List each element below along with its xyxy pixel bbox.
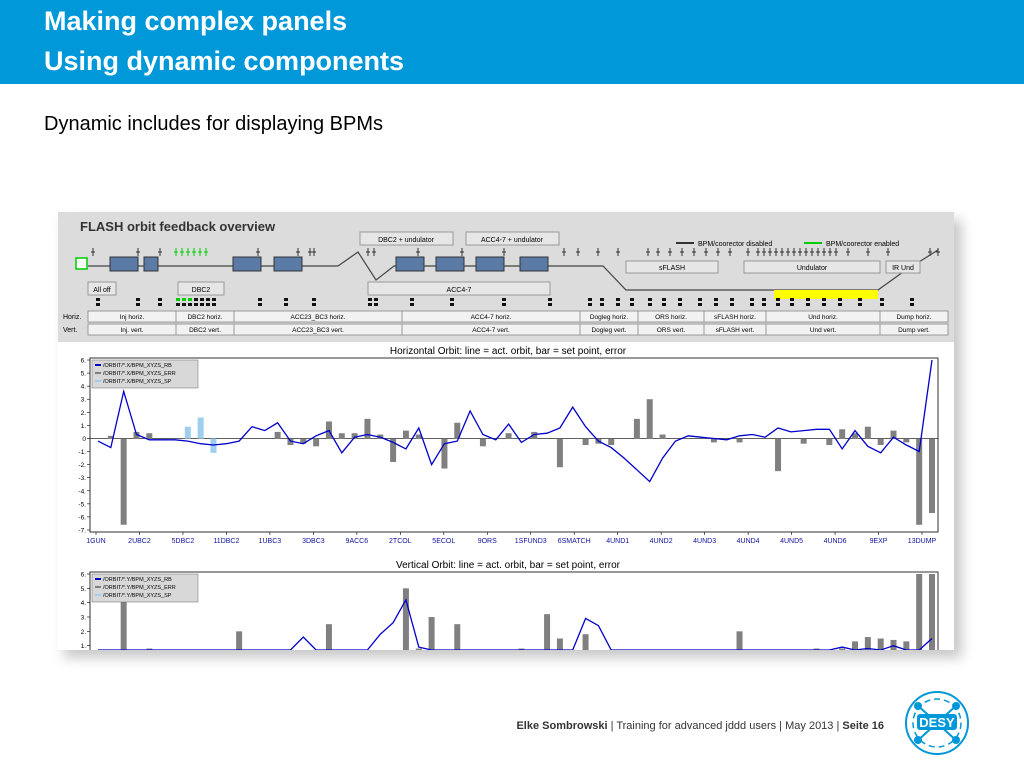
vert-button-1[interactable]: [176, 324, 234, 335]
horiz-button-8[interactable]: [880, 311, 948, 322]
horiz-button-6[interactable]: [704, 311, 766, 322]
corrector-status-dot: [182, 303, 186, 306]
error-bar: [737, 631, 743, 650]
cavity-module: [110, 257, 138, 271]
horiz-button-label: Dogleg horiz.: [589, 314, 629, 321]
chart-legend: [92, 574, 198, 602]
y-tick-label: 2.: [80, 409, 86, 417]
vert-row-label: Vert.: [63, 327, 78, 334]
bpm-status-dot: [284, 298, 288, 301]
horiz-button-label: Dump horiz.: [896, 314, 932, 321]
bpm-status-dot: [450, 298, 454, 301]
bpm-status-dot: [910, 298, 914, 301]
legend-entry: /ORBIT/*.Y/BPM_XYZS_SP: [103, 593, 172, 599]
x-tick-label: 5ECOL: [432, 538, 456, 545]
bpm-status-dot: [588, 298, 592, 301]
cavity-module: [476, 257, 504, 271]
vert-button-2[interactable]: [234, 324, 402, 335]
vert-button-label: ORS vert.: [656, 327, 686, 334]
dbc2-button-label: DBC2: [191, 287, 211, 294]
bpm-status-dot: [838, 298, 842, 301]
error-bar: [121, 438, 127, 524]
x-tick-label: 4UND3: [693, 538, 717, 545]
orbit-feedback-panel: [58, 212, 954, 650]
vertical-plot-frame: [90, 572, 938, 650]
corrector-status-dot: [200, 303, 204, 306]
setpoint-bar: [198, 418, 204, 439]
machine-label-ir-und-text: IR Und: [892, 265, 914, 272]
section-button-acc47-undulator-label: ACC4-7 + undulator: [480, 237, 544, 244]
x-tick-label: 13DUMP: [907, 538, 937, 545]
bpm-status-dot: [616, 298, 620, 301]
vert-button-label: sFLASH vert.: [715, 327, 755, 334]
y-tick-label: 1.: [80, 422, 86, 430]
footer-author: Elke Sombrowski: [516, 720, 608, 732]
corrector-status-dot: [188, 303, 192, 306]
x-tick-label: 2UBC2: [128, 538, 151, 545]
vert-button-label: Und vert.: [809, 327, 837, 334]
bpm-status-dot: [648, 298, 652, 301]
horiz-button-label: Und horiz.: [808, 314, 838, 321]
vert-button-label: ACC4-7 vert.: [472, 327, 510, 334]
bpm-status-dot: [368, 298, 372, 301]
x-tick-label: 1UBC3: [258, 538, 282, 545]
error-bar: [826, 438, 832, 445]
corrector-status-dot: [600, 303, 604, 306]
machine-label-undulator[interactable]: [744, 261, 880, 273]
x-tick-label: 6SMATCH: [557, 538, 591, 545]
machine-label-sflash[interactable]: [626, 261, 718, 273]
bpm-status-dot: [698, 298, 702, 301]
bpm-status-dot: [188, 298, 192, 301]
cavity-module: [274, 257, 302, 271]
error-bar: [865, 427, 871, 439]
bpm-status-dot: [750, 298, 754, 301]
horiz-button-3[interactable]: [402, 311, 580, 322]
error-bar: [313, 438, 319, 446]
horiz-row-label: Horiz.: [63, 314, 82, 321]
y-tick-label: 0: [82, 435, 86, 443]
dbc2-button[interactable]: [178, 282, 224, 295]
section-button-acc47-undulator[interactable]: [466, 232, 559, 245]
horiz-button-4[interactable]: [580, 311, 638, 322]
error-bar: [608, 438, 614, 445]
corrector-status-dot: [698, 303, 702, 306]
legend-enabled-label: BPM/coorector enabled: [826, 241, 900, 248]
panel-title: FLASH orbit feedback overview: [80, 219, 276, 234]
corrector-status-dot: [548, 303, 552, 306]
error-bar: [146, 433, 152, 438]
vert-button-3[interactable]: [402, 324, 580, 335]
x-tick-label: 3DBC3: [302, 538, 325, 545]
horizontal-chart-title: Horizontal Orbit: line = act. orbit, bar = set point, error: [389, 346, 627, 357]
corrector-status-dot: [678, 303, 682, 306]
bpm-status-dot: [630, 298, 634, 301]
bpm-status-dot: [136, 298, 140, 301]
error-bar: [275, 432, 281, 439]
y-tick-label: -2.: [78, 462, 86, 470]
error-bar: [801, 438, 807, 443]
error-bar: [557, 639, 563, 651]
corrector-status-dot: [212, 303, 216, 306]
error-bar: [454, 624, 460, 650]
acc47-button-label: ACC4-7: [446, 287, 472, 294]
all-off-button-label: All off: [93, 287, 111, 294]
error-bar: [852, 641, 858, 650]
bpm-status-dot: [790, 298, 794, 301]
undulator-selection-highlight: [774, 290, 878, 299]
cavity-module: [396, 257, 424, 271]
corrector-status-dot: [502, 303, 506, 306]
corrector-status-dot: [136, 303, 140, 306]
x-tick-label: 11DBC2: [213, 538, 240, 545]
bpm-status-dot: [880, 298, 884, 301]
error-bar: [403, 588, 409, 650]
vert-button-8[interactable]: [880, 324, 948, 335]
corrector-status-dot: [714, 303, 718, 306]
horizontal-orbit-chart: [78, 346, 938, 545]
y-tick-label: 3.: [80, 614, 86, 622]
legend-disabled-label: BPM/coorector disabled: [698, 241, 773, 248]
error-bar: [634, 419, 640, 439]
vert-button-0[interactable]: [88, 324, 176, 335]
chart-legend: [92, 360, 198, 388]
slide-footer: Elke Sombrowski | Training for advanced jddd users | May 2013 | Seite 16: [516, 720, 884, 732]
y-tick-label: -1.: [78, 449, 86, 457]
error-bar: [236, 631, 242, 650]
bpm-status-dot: [182, 298, 186, 301]
corrector-status-dot: [176, 303, 180, 306]
y-tick-label: 5.: [80, 370, 86, 378]
x-tick-label: 4UND1: [606, 538, 630, 545]
vert-button-5[interactable]: [638, 324, 704, 335]
slide-subtitle: Dynamic includes for displaying BPMs: [44, 113, 384, 135]
x-tick-label: 4UND5: [780, 538, 804, 545]
error-bar: [544, 614, 550, 650]
horiz-button-label: ACC23_BC3 horiz.: [290, 314, 346, 321]
y-tick-label: 5.: [80, 585, 86, 593]
bpm-status-dot: [312, 298, 316, 301]
footer-date: May 2013: [785, 720, 834, 732]
bpm-status-dot: [806, 298, 810, 301]
bpm-status-dot: [858, 298, 862, 301]
error-bar: [583, 634, 589, 650]
corrector-status-dot: [194, 303, 198, 306]
section-button-dbc2-undulator-label: DBC2 + undulator: [378, 237, 434, 244]
bpm-status-dot: [200, 298, 204, 301]
x-tick-label: 9EXP: [869, 538, 888, 545]
corrector-status-dot: [450, 303, 454, 306]
slide-title-line-1: Making complex panels: [44, 6, 348, 36]
bpm-status-dot: [502, 298, 506, 301]
corrector-status-dot: [806, 303, 810, 306]
bpm-status-dot: [662, 298, 666, 301]
slide-title-line-2: Using dynamic components: [44, 46, 405, 76]
error-bar: [429, 617, 435, 650]
corrector-status-dot: [630, 303, 634, 306]
setpoint-bar: [210, 438, 216, 452]
x-tick-label: 9ACC6: [345, 538, 369, 545]
corrector-status-dot: [910, 303, 914, 306]
bpm-status-dot: [714, 298, 718, 301]
y-tick-label: 6.: [80, 357, 86, 365]
error-bar: [903, 438, 909, 442]
y-tick-label: -6.: [78, 514, 86, 522]
bpm-status-dot: [158, 298, 162, 301]
gun-indicator[interactable]: [76, 258, 87, 269]
error-bar: [839, 429, 845, 438]
x-tick-label: 4UND6: [823, 538, 847, 545]
y-tick-label: -4.: [78, 488, 86, 496]
corrector-status-dot: [822, 303, 826, 306]
error-bar: [916, 574, 922, 650]
all-off-button[interactable]: [88, 282, 116, 295]
corrector-status-dot: [158, 303, 162, 306]
bpm-status-dot: [206, 298, 210, 301]
section-button-dbc2-undulator[interactable]: [360, 232, 453, 245]
corrector-status-dot: [762, 303, 766, 306]
error-bar: [506, 433, 512, 438]
corrector-status-dot: [880, 303, 884, 306]
bpm-status-dot: [258, 298, 262, 301]
corrector-status-dot: [588, 303, 592, 306]
corrector-status-dot: [648, 303, 652, 306]
machine-label-sflash-text: sFLASH: [658, 265, 686, 272]
vert-button-4[interactable]: [580, 324, 638, 335]
y-tick-label: 3.: [80, 396, 86, 404]
bpm-status-dot: [762, 298, 766, 301]
vertical-orbit-chart: [81, 560, 938, 650]
horiz-button-label: sFLASH horiz.: [714, 314, 756, 321]
y-tick-label: 4.: [80, 383, 86, 391]
legend-entry: /ORBIT/*.Y/BPM_XYZS_ERR: [103, 585, 176, 591]
horiz-button-0[interactable]: [88, 311, 176, 322]
vert-button-6[interactable]: [704, 324, 766, 335]
machine-label-ir-und[interactable]: [886, 261, 920, 273]
corrector-status-dot: [374, 303, 378, 306]
bpm-status-dot: [776, 298, 780, 301]
cavity-module: [233, 257, 261, 271]
error-bar: [891, 640, 897, 650]
horiz-button-label: ORS horiz.: [655, 314, 687, 321]
corrector-status-dot: [730, 303, 734, 306]
horiz-button-label: DBC2 horiz.: [187, 314, 223, 321]
bpm-status-dot: [822, 298, 826, 301]
error-bar: [647, 399, 653, 438]
vert-button-label: DBC2 vert.: [189, 327, 221, 334]
vertical-chart-title: Vertical Orbit: line = act. orbit, bar = set point, error: [396, 560, 620, 571]
legend-entry: /ORBIT/*.X/BPM_XYZS_SP: [103, 379, 172, 385]
corrector-status-dot: [776, 303, 780, 306]
x-tick-label: 4UND4: [736, 538, 760, 545]
y-tick-label: 2.: [80, 628, 86, 636]
corrector-status-dot: [750, 303, 754, 306]
bpm-status-dot: [678, 298, 682, 301]
cavity-module: [436, 257, 464, 271]
bpm-status-dot: [96, 298, 100, 301]
bpm-status-dot: [548, 298, 552, 301]
corrector-status-dot: [662, 303, 666, 306]
vert-button-7[interactable]: [766, 324, 880, 335]
slide-header: [0, 0, 1024, 84]
vert-button-label: ACC23_BC3 vert.: [292, 327, 344, 334]
legend-entry: /ORBIT/*.Y/BPM_XYZS_RB: [103, 577, 172, 583]
horiz-button-label: Inj horiz.: [119, 314, 145, 321]
horiz-button-label: ACC4-7 horiz.: [470, 314, 512, 321]
y-tick-label: -5.: [78, 501, 86, 509]
error-bar: [339, 433, 345, 438]
x-tick-label: 4UND2: [649, 538, 673, 545]
corrector-status-dot: [312, 303, 316, 306]
vert-button-label: Dogleg vert.: [591, 327, 627, 334]
corrector-status-dot: [410, 303, 414, 306]
vert-button-label: Dump vert.: [898, 327, 930, 334]
error-bar: [929, 438, 935, 513]
y-tick-label: 1.: [80, 643, 86, 650]
y-tick-label: 4.: [80, 600, 86, 608]
y-tick-label: -3.: [78, 475, 86, 483]
footer-page: Seite 16: [842, 720, 884, 732]
legend-entry: /ORBIT/*.X/BPM_XYZS_ERR: [103, 371, 176, 377]
bpm-status-dot: [212, 298, 216, 301]
error-bar: [557, 438, 563, 467]
footer-course: Training for advanced jddd users: [616, 720, 777, 732]
bpm-status-dot: [600, 298, 604, 301]
horiz-button-1[interactable]: [176, 311, 234, 322]
corrector-status-dot: [284, 303, 288, 306]
bpm-status-dot: [176, 298, 180, 301]
error-bar: [416, 649, 422, 650]
horiz-buttons-row: [88, 311, 948, 322]
horiz-button-2[interactable]: [234, 311, 402, 322]
horiz-button-5[interactable]: [638, 311, 704, 322]
y-tick-label: 6.: [80, 571, 86, 579]
error-bar: [403, 431, 409, 439]
x-tick-label: 1GUN: [86, 538, 106, 545]
corrector-status-dot: [368, 303, 372, 306]
error-bar: [775, 438, 781, 471]
corrector-status-dot: [96, 303, 100, 306]
cavity-module: [520, 257, 548, 271]
y-tick-label: -7.: [78, 527, 86, 535]
error-bar: [839, 649, 845, 650]
error-bar: [326, 624, 332, 650]
machine-label-undulator-text: Undulator: [796, 265, 828, 272]
vert-button-label: Inj. vert.: [120, 327, 144, 334]
corrector-status-dot: [838, 303, 842, 306]
setpoint-bar: [185, 427, 191, 439]
bpm-status-dot: [374, 298, 378, 301]
acc47-button[interactable]: [368, 282, 550, 295]
desy-logo-text: DESY: [919, 715, 955, 730]
bpm-status-dot: [410, 298, 414, 301]
desy-logo: [904, 690, 970, 756]
x-tick-label: 1SFUND3: [514, 538, 547, 545]
corrector-status-dot: [206, 303, 210, 306]
x-tick-label: 2TCOL: [389, 538, 412, 545]
error-bar: [878, 639, 884, 651]
horiz-button-7[interactable]: [766, 311, 880, 322]
error-bar: [480, 438, 486, 446]
jddd-panel-screenshot: [58, 212, 954, 650]
corrector-status-dot: [858, 303, 862, 306]
cavity-module: [144, 257, 158, 271]
corrector-status-dot: [616, 303, 620, 306]
corrector-status-dot: [790, 303, 794, 306]
error-bar: [737, 438, 743, 442]
x-tick-label: 5DBC2: [171, 538, 195, 545]
bpm-status-dot: [730, 298, 734, 301]
vert-buttons-row: [88, 324, 948, 335]
error-bar: [660, 435, 666, 439]
bpm-status-dot: [194, 298, 198, 301]
error-bar: [878, 438, 884, 445]
x-tick-label: 9ORS: [477, 538, 497, 545]
legend-entry: /ORBIT/*.X/BPM_XYZS_RB: [103, 363, 172, 369]
corrector-status-dot: [258, 303, 262, 306]
error-bar: [583, 438, 589, 445]
